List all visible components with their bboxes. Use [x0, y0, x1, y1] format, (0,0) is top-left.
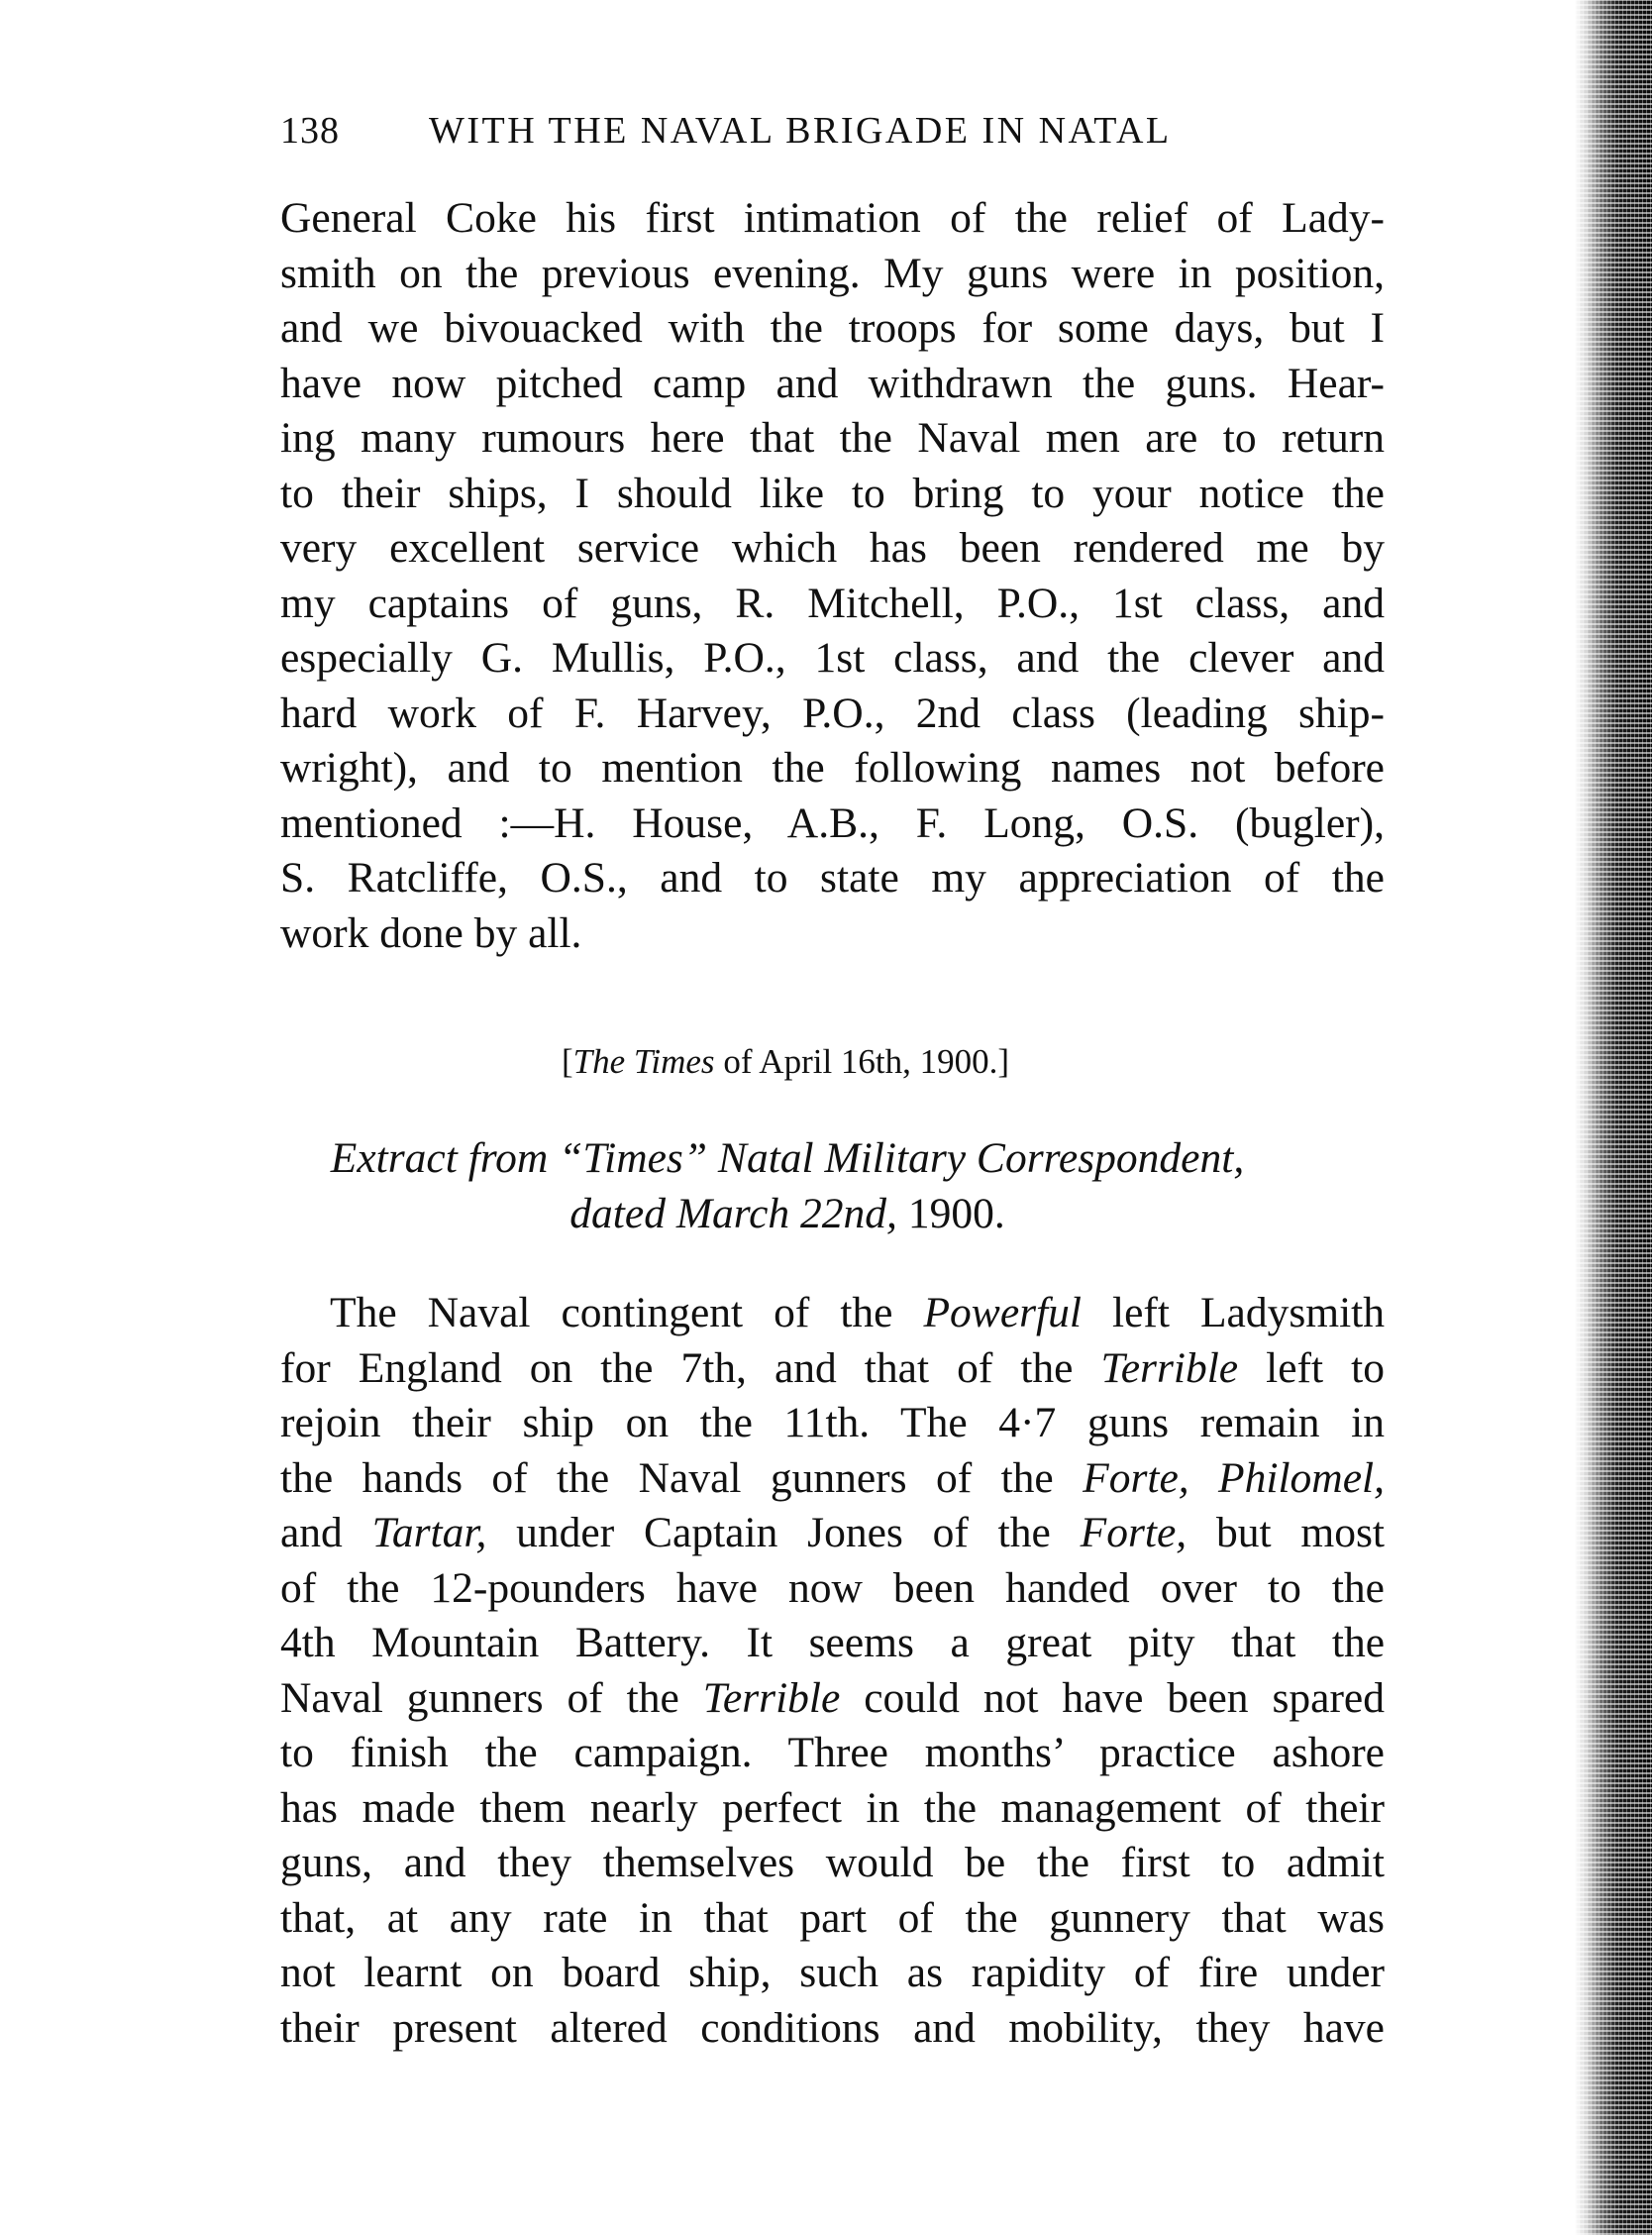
text-line: has made them nearly perfect in the management of their — [280, 1783, 1385, 1832]
text-line: guns, and they themselves would be the first to admit — [280, 1839, 1385, 1886]
text-line: General Coke his first intimation of the relief of Lady- — [280, 194, 1385, 242]
text-line: S. Ratcliffe, O.S., and to state my appreciation of the — [280, 854, 1385, 902]
text-span: under Captain Jones of the — [486, 1509, 1081, 1556]
text-line: especially G. Mullis, P.O., 1st class, and the clever and — [280, 634, 1385, 682]
page-number: 138 — [280, 110, 340, 152]
article-paragraph — [280, 1286, 1385, 2056]
letter-paragraph — [280, 191, 1385, 961]
extract-heading-line — [331, 1134, 1244, 1182]
text-span: The Naval contingent of the — [330, 1289, 924, 1336]
ship-name: Terrible — [702, 1673, 841, 1722]
text-line: my captains of guns, R. Mitchell, P.O., 1st class, and — [280, 579, 1385, 627]
text-line — [280, 1671, 1385, 1727]
text-line — [280, 1286, 1385, 1341]
text-line: ing many rumours here that the Naval men are to return — [280, 414, 1385, 462]
text-line: not learnt on board ship, such as rapidity of fire under — [280, 1949, 1385, 1996]
scanned-page-edge — [1575, 0, 1652, 2235]
text-line: 4th Mountain Battery. It seems a great pity that the — [280, 1619, 1385, 1666]
extract-date: dated March 22nd, — [569, 1189, 908, 1237]
text-line: very excellent service which has been rendered me by — [280, 524, 1385, 572]
ship-name: Terrible — [1100, 1343, 1239, 1392]
citation-date: of April 16th, 1900.] — [714, 1042, 1010, 1081]
text-line: of the 12-pounders have now been handed over to the — [280, 1563, 1385, 1612]
page-header — [280, 109, 1216, 164]
source-citation — [0, 1042, 1573, 1082]
extract-heading — [0, 1131, 1575, 1241]
text-span: Naval gunners of the — [280, 1673, 703, 1722]
text-span: but most — [1187, 1509, 1386, 1556]
text-line: to their ships, I should like to bring to your notice the — [280, 469, 1385, 517]
ship-name: Powerful — [923, 1289, 1082, 1336]
text-line: to finish the campaign. Three months’ practice ashore — [280, 1729, 1385, 1776]
text-line: smith on the previous evening. My guns were in position, — [280, 249, 1385, 297]
text-span: for England on the 7th, and that of the — [280, 1343, 1101, 1392]
text-line — [280, 1506, 1385, 1561]
text-line: wright), and to mention the following names not before — [280, 744, 1385, 792]
extract-text: ” Natal Military Correspondent, — [682, 1134, 1245, 1182]
ship-name: Forte, Philomel, — [1083, 1453, 1385, 1502]
running-head: WITH THE NAVAL BRIGADE IN NATAL — [429, 110, 1172, 152]
text-line — [280, 1451, 1385, 1507]
text-line: mentioned :—H. House, A.B., F. Long, O.S. (bugler), — [280, 798, 1385, 847]
text-line: rejoin their ship on the 11th. The 4·7 guns remain in — [280, 1399, 1385, 1446]
text-line: their present altered conditions and mobility, they have — [280, 2003, 1385, 2052]
text-span: and — [280, 1509, 372, 1556]
text-span: left Ladysmith — [1081, 1289, 1386, 1336]
text-line: have now pitched camp and withdrawn the guns. Hear- — [280, 359, 1385, 407]
text-span: the hands of the Naval gunners of the — [280, 1453, 1084, 1502]
extract-heading-line — [569, 1190, 1004, 1237]
ship-name: Tartar, — [371, 1509, 487, 1556]
text-line: work done by all. — [280, 908, 582, 957]
extract-year: 1900. — [907, 1189, 1005, 1237]
bracket-open: [ — [561, 1042, 573, 1081]
extract-times: Times — [582, 1134, 683, 1182]
ship-name: Forte, — [1080, 1509, 1187, 1556]
text-span: could not have been spared — [840, 1673, 1385, 1722]
publication-title: The Times — [572, 1042, 715, 1081]
extract-text: Extract from “ — [330, 1134, 583, 1182]
text-line: hard work of F. Harvey, P.O., 2nd class (leading ship- — [280, 689, 1385, 737]
text-span: left to — [1238, 1343, 1385, 1392]
text-line — [280, 1341, 1385, 1397]
text-line: and we bivouacked with the troops for some days, but I — [280, 304, 1385, 352]
text-line: that, at any rate in that part of the gunnery that was — [280, 1893, 1385, 1942]
